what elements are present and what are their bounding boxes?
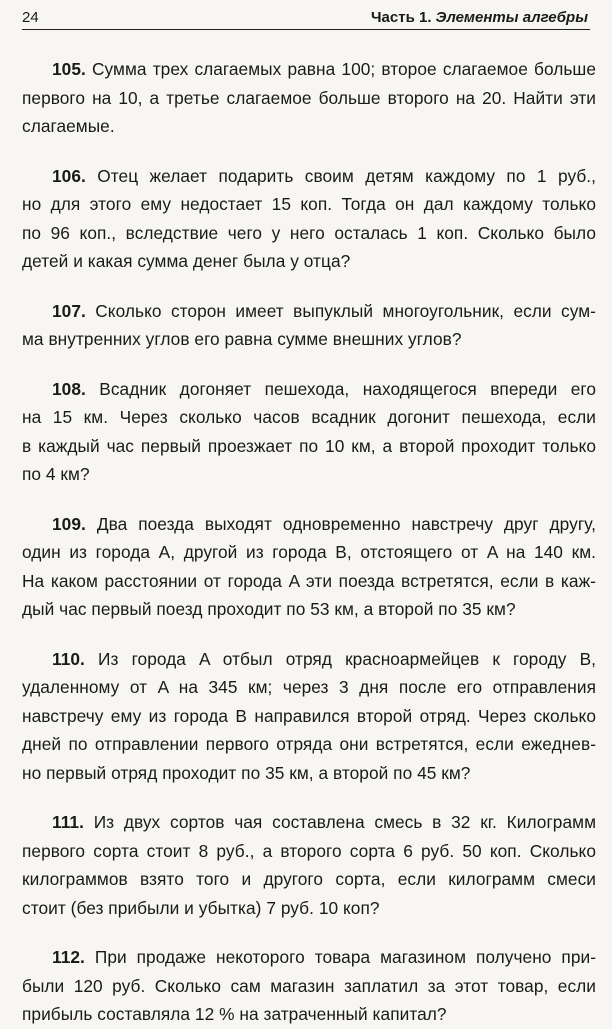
part-title: Элементы алгебры	[435, 9, 588, 26]
problem-112	[22, 943, 596, 1029]
problem-line	[22, 112, 596, 141]
problem-text: один из города A, другой из города B, отстоящего от A на 140 км.	[22, 542, 596, 562]
problem-line	[22, 645, 596, 674]
problem-text: дый час первый поезд проходит по 53 км, а второй по 35 км?	[22, 599, 516, 619]
problem-text: удаленному от A на 345 км; через 3 дня после его отправления	[22, 677, 596, 697]
problem-line	[22, 894, 596, 923]
problem-111	[22, 808, 596, 922]
problem-number: 108.	[52, 378, 86, 399]
problem-line	[22, 702, 596, 731]
problem-line	[22, 943, 596, 972]
problem-line	[22, 55, 596, 84]
problem-text: навстречу ему из города B направился второй отряд. Через сколько	[22, 705, 596, 726]
problem-number: 109.	[52, 513, 86, 534]
problem-line	[22, 297, 596, 326]
problem-line	[22, 759, 596, 788]
problem-number: 112.	[52, 947, 85, 967]
problem-text: в каждый час первый проезжает по 10 км, а второй проходит только	[22, 435, 596, 456]
problem-line	[22, 432, 596, 461]
problem-text: ма внутренних углов его равна сумме внешних углов?	[22, 329, 462, 349]
problem-text: были 120 руб. Сколько сам магазин заплатил за этот товар, если	[22, 975, 596, 996]
problem-line	[22, 1000, 596, 1029]
problem-line	[22, 510, 596, 539]
problem-line	[22, 325, 596, 354]
problem-line	[22, 972, 596, 1001]
problem-line	[22, 84, 596, 113]
problem-text: На каком расстоянии от города A эти поезда встретятся, если в каж-	[22, 570, 596, 591]
problem-number: 106.	[52, 165, 86, 186]
problem-line	[22, 595, 596, 624]
problem-line	[22, 865, 596, 894]
problem-106	[22, 162, 596, 276]
problem-text: слагаемые.	[22, 116, 115, 136]
problem-list	[22, 55, 596, 1029]
problem-text: Отец желает подарить своим детям каждому по 1 руб.,	[97, 165, 596, 186]
problem-number: 107.	[52, 300, 86, 321]
problem-number: 110.	[52, 648, 85, 669]
problem-line	[22, 460, 596, 489]
problem-107	[22, 297, 596, 354]
problem-text: Два поезда выходят одновременно навстречу друг другу,	[96, 513, 596, 534]
problem-text: по 96 коп., вследствие чего у него осталась 1 коп. Сколько было	[22, 222, 596, 243]
problem-line	[22, 567, 596, 596]
problem-line	[22, 730, 596, 759]
problem-line	[22, 808, 596, 837]
problem-line	[22, 538, 596, 567]
problem-text: прибыль составляла 12 % на затраченный капитал?	[22, 1004, 447, 1024]
problem-line	[22, 247, 596, 276]
problem-110	[22, 645, 596, 788]
problem-line	[22, 403, 596, 432]
problem-text: но первый отряд проходит по 35 км, а второй по 45 км?	[22, 762, 471, 783]
page-header	[22, 0, 590, 30]
problem-text: Сколько сторон имеет выпуклый многоугольник, если сум-	[95, 300, 596, 321]
problem-text: При продаже некоторого товара магазином получено при-	[94, 947, 596, 967]
problem-line	[22, 219, 596, 248]
problem-line	[22, 190, 596, 219]
problem-text: стоит (без прибыли и убытка) 7 руб. 10 коп?	[22, 897, 380, 918]
running-title	[371, 9, 588, 26]
problem-109	[22, 510, 596, 624]
problem-text: первого на 10, а третье слагаемое больше второго на 20. Найти эти	[22, 87, 596, 108]
problem-text: Из двух сортов чая составлена смесь в 32 кг. Килограмм	[93, 812, 596, 832]
problem-text: килограммов взято того и другого сорта, если килограмм смеси	[22, 869, 596, 889]
problem-line	[22, 837, 596, 866]
problem-text: первого сорта стоит 8 руб., а второго сорта 6 руб. 50 коп. Сколько	[22, 840, 596, 861]
problem-105	[22, 55, 596, 141]
problem-text: на 15 км. Через сколько часов всадник догонит пешехода, если	[22, 407, 596, 427]
problem-text: по 4 км?	[22, 464, 90, 484]
page-number: 24	[22, 9, 39, 26]
problem-108	[22, 375, 596, 489]
problem-number: 105.	[52, 59, 86, 79]
problem-text: Сумма трех слагаемых равна 100; второе слагаемое больше	[92, 59, 596, 79]
part-label: Часть 1.	[371, 9, 432, 26]
problem-text: дней по отправлении первого отряда они встретятся, если ежеднев-	[22, 734, 596, 754]
problem-text: Всадник догоняет пешехода, находящегося впереди его	[99, 378, 596, 399]
problem-text: но для этого ему недостает 15 коп. Тогда он дал каждому только	[22, 194, 596, 214]
problem-text: детей и какая сумма денег была у отца?	[22, 251, 351, 271]
problem-line	[22, 375, 596, 404]
problem-line	[22, 162, 596, 191]
problem-text: Из города A отбыл отряд красноармейцев к городу B,	[98, 648, 596, 669]
problem-number: 111.	[52, 812, 84, 832]
problem-line	[22, 673, 596, 702]
